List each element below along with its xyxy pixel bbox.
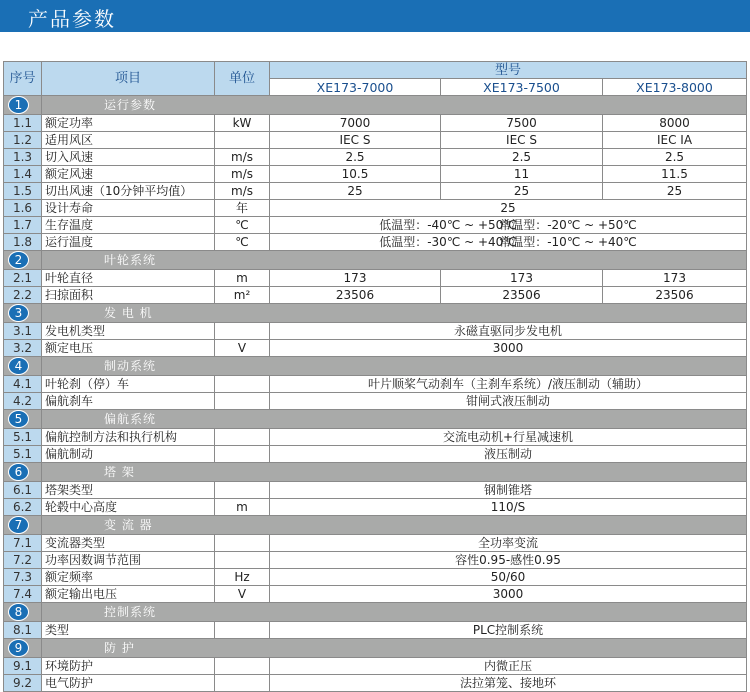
table-row bbox=[4, 393, 747, 410]
table-row bbox=[4, 482, 747, 499]
table-row bbox=[4, 622, 747, 639]
row-temp-range bbox=[270, 234, 747, 251]
row-item-name: 轮毂中心高度 bbox=[42, 499, 215, 516]
row-unit bbox=[215, 323, 270, 340]
row-value: 7500 bbox=[441, 115, 603, 132]
row-number: 4.2 bbox=[4, 393, 42, 410]
temp-range-pair bbox=[379, 218, 637, 233]
row-number: 8.1 bbox=[4, 622, 42, 639]
table-row bbox=[4, 586, 747, 603]
row-unit bbox=[215, 622, 270, 639]
row-value: 2.5 bbox=[441, 149, 603, 166]
header-row bbox=[4, 62, 747, 79]
row-item-name: 切入风速 bbox=[42, 149, 215, 166]
temp-low-type: 低温型：-30℃ ~ +40℃ bbox=[379, 234, 517, 249]
model-name: XE173-8000 bbox=[603, 79, 747, 96]
row-unit bbox=[215, 482, 270, 499]
section-number-cell bbox=[4, 463, 42, 482]
row-number: 4.1 bbox=[4, 376, 42, 393]
row-number: 7.1 bbox=[4, 535, 42, 552]
row-item-name: 类型 bbox=[42, 622, 215, 639]
row-value: 10.5 bbox=[270, 166, 441, 183]
section-number-cell bbox=[4, 304, 42, 323]
row-span-value: 容性0.95-感性0.95 bbox=[270, 552, 747, 569]
row-unit: ℃ bbox=[215, 234, 270, 251]
row-item-name: 功率因数调节范围 bbox=[42, 552, 215, 569]
section-title: 防 护 bbox=[42, 639, 747, 658]
section-title: 偏航系统 bbox=[42, 410, 747, 429]
row-unit bbox=[215, 535, 270, 552]
section-title: 运行参数 bbox=[42, 96, 747, 115]
row-item-name: 偏航刹车 bbox=[42, 393, 215, 410]
row-unit bbox=[215, 376, 270, 393]
row-span-value: 钳闸式液压制动 bbox=[270, 393, 747, 410]
row-value: 7000 bbox=[270, 115, 441, 132]
row-number: 5.1 bbox=[4, 429, 42, 446]
row-number: 2.1 bbox=[4, 270, 42, 287]
table-row bbox=[4, 499, 747, 516]
row-unit: V bbox=[215, 340, 270, 357]
row-item-name: 叶轮直径 bbox=[42, 270, 215, 287]
row-number: 3.2 bbox=[4, 340, 42, 357]
row-value: IEC S bbox=[441, 132, 603, 149]
section-number-cell bbox=[4, 639, 42, 658]
col-header-model: 型号 bbox=[270, 62, 747, 79]
temp-normal-type: 常温型：-10℃ ~ +40℃ bbox=[499, 234, 637, 249]
row-number: 7.2 bbox=[4, 552, 42, 569]
row-item-name: 额定功率 bbox=[42, 115, 215, 132]
temp-range-pair bbox=[379, 235, 637, 250]
row-value: 173 bbox=[603, 270, 747, 287]
row-item-name: 偏航制动 bbox=[42, 446, 215, 463]
row-span-value: PLC控制系统 bbox=[270, 622, 747, 639]
table-row bbox=[4, 429, 747, 446]
section-number-cell bbox=[4, 96, 42, 115]
section-title: 控制系统 bbox=[42, 603, 747, 622]
temp-low-type: 低温型：-40℃ ~ +50℃ bbox=[379, 217, 517, 232]
table-row bbox=[4, 270, 747, 287]
section-row bbox=[4, 516, 747, 535]
row-unit: m bbox=[215, 499, 270, 516]
row-item-name: 额定风速 bbox=[42, 166, 215, 183]
row-value: IEC S bbox=[270, 132, 441, 149]
row-number: 1.1 bbox=[4, 115, 42, 132]
row-number: 1.6 bbox=[4, 200, 42, 217]
row-value: 8000 bbox=[603, 115, 747, 132]
row-item-name: 塔架类型 bbox=[42, 482, 215, 499]
section-number-cell bbox=[4, 410, 42, 429]
section-row bbox=[4, 639, 747, 658]
model-name: XE173-7000 bbox=[270, 79, 441, 96]
row-number: 1.2 bbox=[4, 132, 42, 149]
row-span-value: 50/60 bbox=[270, 569, 747, 586]
row-unit: Hz bbox=[215, 569, 270, 586]
section-number-cell bbox=[4, 603, 42, 622]
row-item-name: 生存温度 bbox=[42, 217, 215, 234]
table-row bbox=[4, 552, 747, 569]
row-unit bbox=[215, 658, 270, 675]
row-value: 25 bbox=[270, 183, 441, 200]
section-row bbox=[4, 357, 747, 376]
temp-normal-type: 常温型：-20℃ ~ +50℃ bbox=[499, 217, 637, 232]
title-banner bbox=[0, 0, 750, 32]
section-row bbox=[4, 463, 747, 482]
row-number: 1.8 bbox=[4, 234, 42, 251]
table-row bbox=[4, 535, 747, 552]
row-number: 7.4 bbox=[4, 586, 42, 603]
row-item-name: 切出风速（10分钟平均值） bbox=[42, 183, 215, 200]
row-number: 9.1 bbox=[4, 658, 42, 675]
row-value: 2.5 bbox=[603, 149, 747, 166]
row-unit: m/s bbox=[215, 149, 270, 166]
row-value: 23506 bbox=[270, 287, 441, 304]
row-span-value: 法拉第笼、接地环 bbox=[270, 675, 747, 692]
section-number-badge: 2 bbox=[8, 251, 29, 269]
table-row bbox=[4, 569, 747, 586]
row-item-name: 电气防护 bbox=[42, 675, 215, 692]
table-row bbox=[4, 376, 747, 393]
table-row bbox=[4, 323, 747, 340]
row-unit bbox=[215, 675, 270, 692]
section-number-badge: 9 bbox=[8, 639, 29, 657]
col-header-item: 项目 bbox=[42, 62, 215, 96]
row-value: 25 bbox=[441, 183, 603, 200]
row-value: 25 bbox=[603, 183, 747, 200]
section-number-cell bbox=[4, 357, 42, 376]
row-unit: ℃ bbox=[215, 217, 270, 234]
row-item-name: 扫掠面积 bbox=[42, 287, 215, 304]
row-span-value: 3000 bbox=[270, 586, 747, 603]
row-span-value: 钢制锥塔 bbox=[270, 482, 747, 499]
row-number: 2.2 bbox=[4, 287, 42, 304]
table-row bbox=[4, 340, 747, 357]
table-row bbox=[4, 183, 747, 200]
row-unit: 年 bbox=[215, 200, 270, 217]
row-temp-range bbox=[270, 217, 747, 234]
section-number-badge: 3 bbox=[8, 304, 29, 322]
row-span-value: 全功率变流 bbox=[270, 535, 747, 552]
section-title: 塔 架 bbox=[42, 463, 747, 482]
row-item-name: 额定输出电压 bbox=[42, 586, 215, 603]
section-number-badge: 5 bbox=[8, 410, 29, 428]
section-number-badge: 4 bbox=[8, 357, 29, 375]
section-number-badge: 7 bbox=[8, 516, 29, 534]
section-row bbox=[4, 251, 747, 270]
row-span-value: 3000 bbox=[270, 340, 747, 357]
col-header-unit: 单位 bbox=[215, 62, 270, 96]
row-value: 173 bbox=[441, 270, 603, 287]
row-span-value: 叶片顺桨气动刹车（主刹车系统）/液压制动（辅助） bbox=[270, 376, 747, 393]
spec-body bbox=[4, 96, 747, 692]
row-value: IEC IA bbox=[603, 132, 747, 149]
row-number: 5.1 bbox=[4, 446, 42, 463]
row-number: 7.3 bbox=[4, 569, 42, 586]
section-title: 叶轮系统 bbox=[42, 251, 747, 270]
model-name: XE173-7500 bbox=[441, 79, 603, 96]
row-unit: m bbox=[215, 270, 270, 287]
row-number: 6.2 bbox=[4, 499, 42, 516]
row-value: 11.5 bbox=[603, 166, 747, 183]
row-item-name: 设计寿命 bbox=[42, 200, 215, 217]
row-item-name: 适用风区 bbox=[42, 132, 215, 149]
col-header-no: 序号 bbox=[4, 62, 42, 96]
table-row bbox=[4, 200, 747, 217]
section-title: 变 流 器 bbox=[42, 516, 747, 535]
spec-table bbox=[3, 61, 747, 692]
row-item-name: 变流器类型 bbox=[42, 535, 215, 552]
table-row bbox=[4, 287, 747, 304]
section-title: 发 电 机 bbox=[42, 304, 747, 323]
row-value: 23506 bbox=[603, 287, 747, 304]
row-unit: m² bbox=[215, 287, 270, 304]
table-row bbox=[4, 115, 747, 132]
page-title: 产品参数 bbox=[28, 7, 116, 31]
table-row bbox=[4, 132, 747, 149]
row-unit: V bbox=[215, 586, 270, 603]
row-span-value: 内微正压 bbox=[270, 658, 747, 675]
table-row bbox=[4, 675, 747, 692]
row-number: 3.1 bbox=[4, 323, 42, 340]
row-unit bbox=[215, 393, 270, 410]
section-number-badge: 1 bbox=[8, 96, 29, 114]
row-number: 1.5 bbox=[4, 183, 42, 200]
row-unit bbox=[215, 446, 270, 463]
table-row bbox=[4, 166, 747, 183]
row-item-name: 叶轮刹（停）车 bbox=[42, 376, 215, 393]
row-span-value: 交流电动机+行星减速机 bbox=[270, 429, 747, 446]
row-value: 173 bbox=[270, 270, 441, 287]
row-value: 2.5 bbox=[270, 149, 441, 166]
row-unit: m/s bbox=[215, 166, 270, 183]
row-span-value: 永磁直驱同步发电机 bbox=[270, 323, 747, 340]
row-item-name: 额定电压 bbox=[42, 340, 215, 357]
row-number: 9.2 bbox=[4, 675, 42, 692]
row-span-value: 25 bbox=[270, 200, 747, 217]
row-number: 6.1 bbox=[4, 482, 42, 499]
section-row bbox=[4, 96, 747, 115]
section-row bbox=[4, 304, 747, 323]
row-unit: m/s bbox=[215, 183, 270, 200]
row-span-value: 110/S bbox=[270, 499, 747, 516]
row-item-name: 发电机类型 bbox=[42, 323, 215, 340]
section-number-cell bbox=[4, 516, 42, 535]
row-item-name: 额定频率 bbox=[42, 569, 215, 586]
row-value: 11 bbox=[441, 166, 603, 183]
section-row bbox=[4, 410, 747, 429]
section-row bbox=[4, 603, 747, 622]
row-item-name: 偏航控制方法和执行机构 bbox=[42, 429, 215, 446]
section-number-badge: 6 bbox=[8, 463, 29, 481]
row-item-name: 环境防护 bbox=[42, 658, 215, 675]
row-value: 23506 bbox=[441, 287, 603, 304]
section-number-cell bbox=[4, 251, 42, 270]
table-row bbox=[4, 217, 747, 234]
table-row bbox=[4, 446, 747, 463]
row-unit: kW bbox=[215, 115, 270, 132]
table-row bbox=[4, 149, 747, 166]
row-unit bbox=[215, 429, 270, 446]
row-item-name: 运行温度 bbox=[42, 234, 215, 251]
row-unit bbox=[215, 132, 270, 149]
table-row bbox=[4, 658, 747, 675]
row-number: 1.3 bbox=[4, 149, 42, 166]
section-title: 制动系统 bbox=[42, 357, 747, 376]
row-number: 1.4 bbox=[4, 166, 42, 183]
row-unit bbox=[215, 552, 270, 569]
row-span-value: 液压制动 bbox=[270, 446, 747, 463]
row-number: 1.7 bbox=[4, 217, 42, 234]
section-number-badge: 8 bbox=[8, 603, 29, 621]
table-row bbox=[4, 234, 747, 251]
